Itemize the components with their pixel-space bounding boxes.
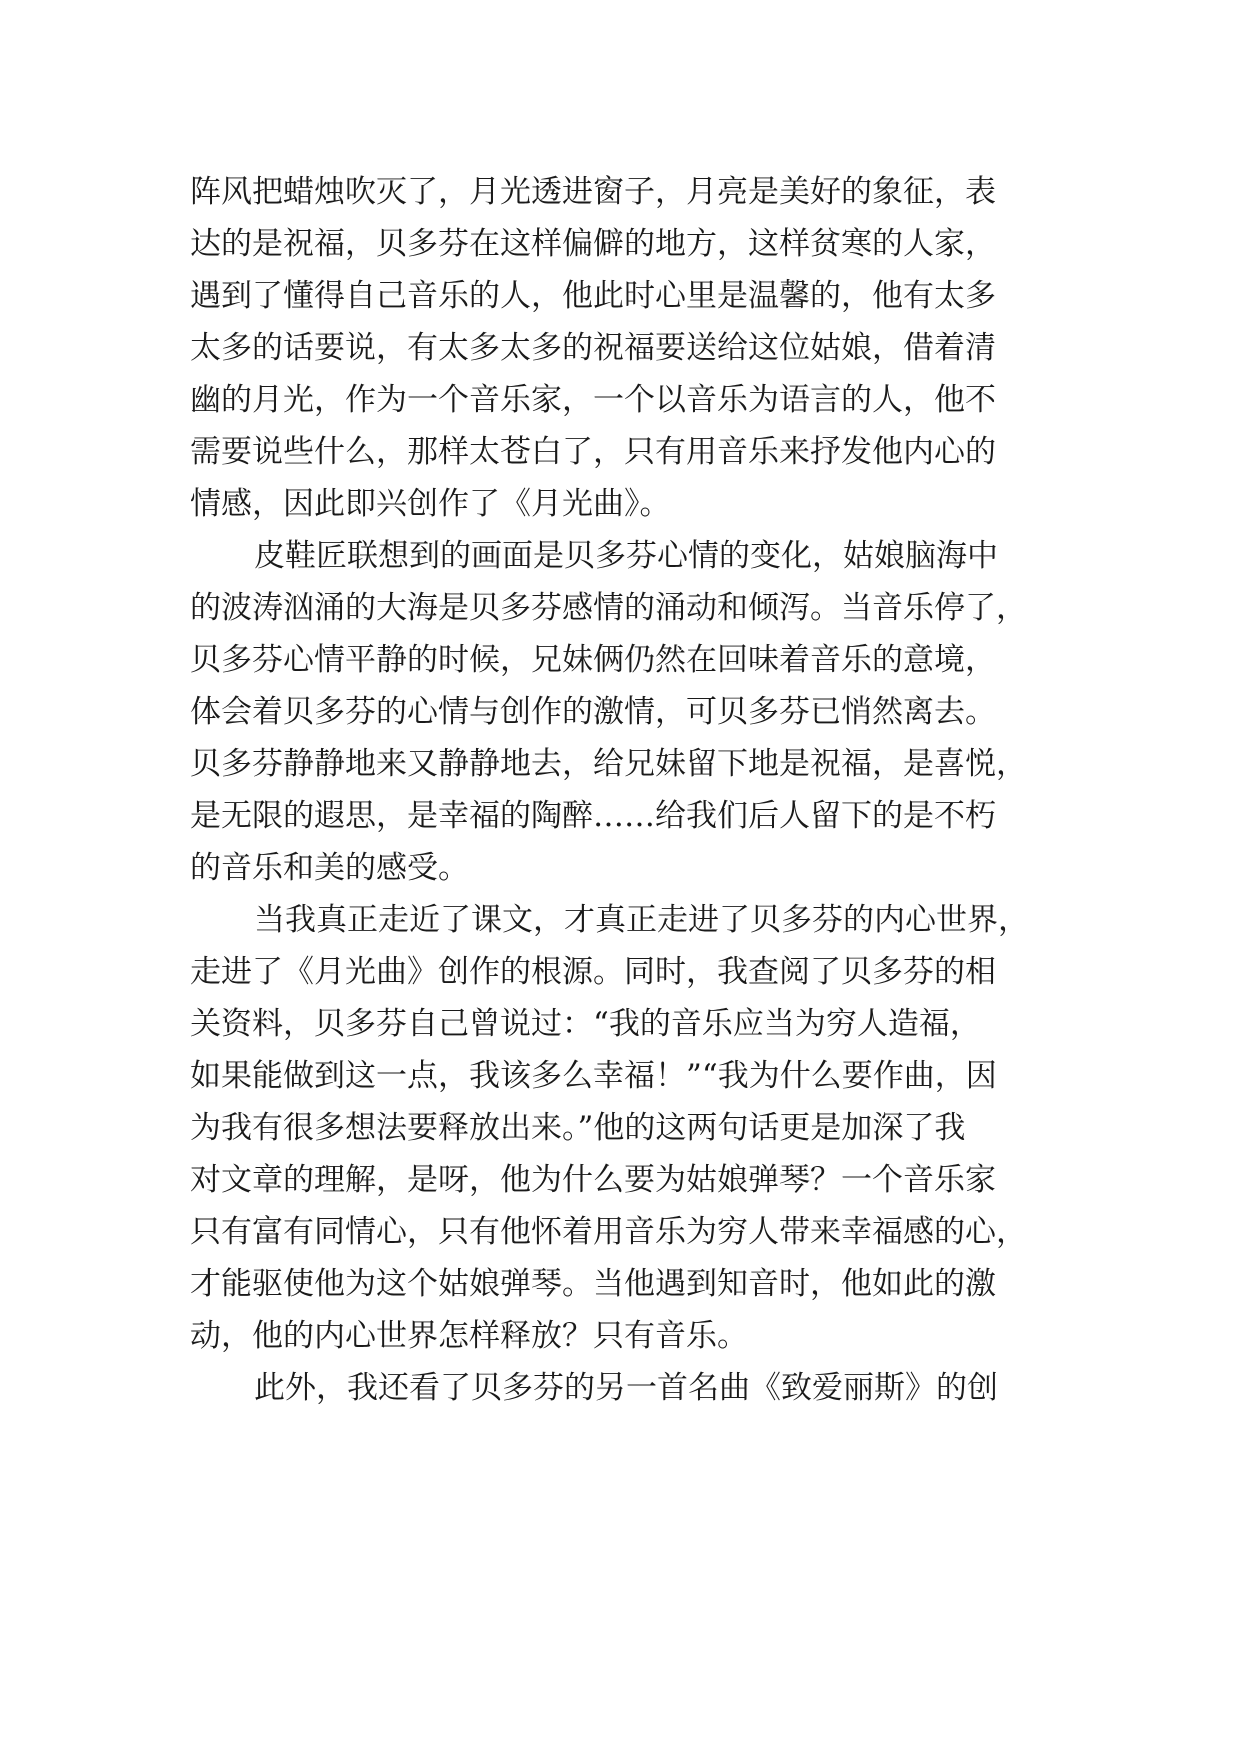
text-line: 情感，因此即兴创作了《月光曲》。 xyxy=(190,486,671,522)
text-line: 体会着贝多芬的心情与创作的激情，可贝多芬已悄然离去。 xyxy=(190,694,996,730)
text-line: 是无限的遐思，是幸福的陶醉……给我们后人留下的是不朽 xyxy=(190,798,996,834)
paragraph-2 xyxy=(190,530,1070,894)
text-line: 需要说些什么，那样太苍白了，只有用音乐来抒发他内心的 xyxy=(190,434,996,470)
text-line: 贝多芬心情平静的时候，兄妹俩仍然在回味着音乐的意境， xyxy=(190,642,996,678)
text-line: 太多的话要说，有太多太多的祝福要送给这位姑娘，借着清 xyxy=(190,330,996,366)
text-line: 才能驱使他为这个姑娘弹琴。当他遇到知音时，他如此的激 xyxy=(190,1266,996,1302)
text-line: 动，他的内心世界怎样释放？只有音乐。 xyxy=(190,1318,748,1354)
text-line: 为我有很多想法要释放出来。”他的这两句话更是加深了我 xyxy=(190,1110,966,1146)
text-line: 当我真正走近了课文，才真正走进了贝多芬的内心世界， xyxy=(254,902,1029,938)
text-line: 的音乐和美的感受。 xyxy=(190,850,469,886)
text-line: 的波涛汹涌的大海是贝多芬感情的涌动和倾泻。当音乐停了， xyxy=(190,590,1027,626)
text-line: 皮鞋匠联想到的画面是贝多芬心情的变化，姑娘脑海中 xyxy=(254,538,998,574)
body-text xyxy=(190,166,1070,1414)
text-line: 幽的月光，作为一个音乐家，一个以音乐为语言的人，他不 xyxy=(190,382,996,418)
text-line: 达的是祝福，贝多芬在这样偏僻的地方，这样贫寒的人家， xyxy=(190,226,996,262)
text-line: 遇到了懂得自己音乐的人，他此时心里是温馨的，他有太多 xyxy=(190,278,996,314)
text-line: 关资料，贝多芬自己曾说过：“我的音乐应当为穷人造福， xyxy=(190,1006,981,1042)
paragraph-1 xyxy=(190,166,1070,530)
paragraph-3 xyxy=(190,894,1070,1362)
text-line: 只有富有同情心，只有他怀着用音乐为穷人带来幸福感的心， xyxy=(190,1214,1027,1250)
text-line: 此外，我还看了贝多芬的另一首名曲《致爱丽斯》的创 xyxy=(254,1370,998,1406)
text-line: 走进了《月光曲》创作的根源。同时，我查阅了贝多芬的相 xyxy=(190,954,996,990)
text-line: 如果能做到这一点，我该多么幸福！”“我为什么要作曲，因 xyxy=(190,1058,997,1094)
text-line: 阵风把蜡烛吹灭了，月光透进窗子，月亮是美好的象征，表 xyxy=(190,174,996,210)
text-line: 贝多芬静静地来又静静地去，给兄妹留下地是祝福，是喜悦， xyxy=(190,746,1027,782)
text-line: 对文章的理解，是呀，他为什么要为姑娘弹琴？一个音乐家 xyxy=(190,1162,996,1198)
paragraph-4 xyxy=(190,1362,1070,1414)
